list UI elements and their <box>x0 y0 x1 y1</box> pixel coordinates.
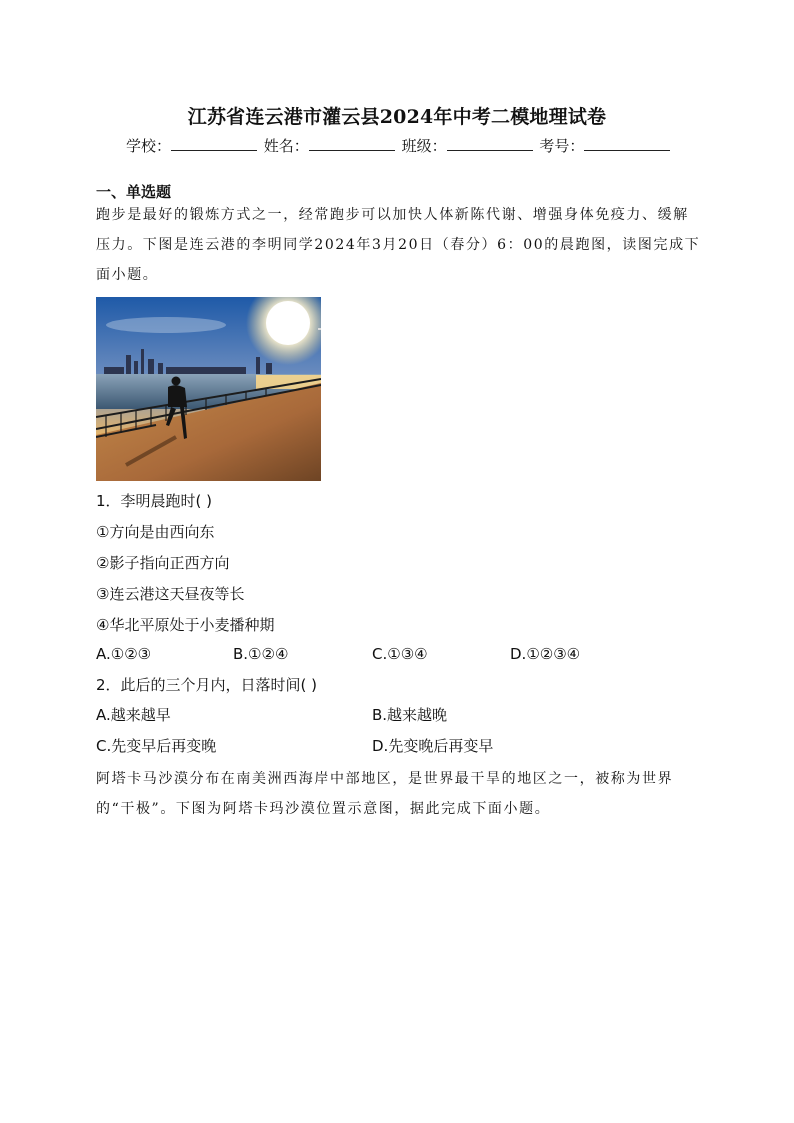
q2-option-c[interactable]: C.先变早后再变晚 <box>96 737 217 755</box>
school-label: 学校： <box>126 137 172 155</box>
morning-run-photo <box>96 297 321 481</box>
q2-option-a[interactable]: A.越来越早 <box>96 706 171 724</box>
intro-paragraph: 跑步是最好的锻炼方式之一，经常跑步可以加快人体新陈代谢、增强身体免疫力、缓解压力。下图是连云港的李明同学2024年3月20日（春分）6：00的晨跑图，读图完成下面小题。 <box>96 207 701 283</box>
morning-run-illustration <box>96 297 321 481</box>
q1-option-d[interactable]: D.①②③④ <box>510 645 581 663</box>
q1-statement-4: ④华北平原处于小麦播种期 <box>96 616 275 634</box>
q2-stem: 2．此后的三个月内，日落时间( ) <box>96 676 318 694</box>
q2-option-d[interactable]: D.先变晚后再变早 <box>372 737 494 755</box>
name-blank[interactable] <box>309 136 395 151</box>
q1-option-c[interactable]: C.①③④ <box>372 645 428 663</box>
section-heading: 一、单选题 <box>96 183 172 201</box>
q1-stem: 1．李明晨跑时( ) <box>96 492 213 510</box>
q1-statement-2: ②影子指向正西方向 <box>96 554 230 572</box>
q1-statement-3: ③连云港这天昼夜等长 <box>96 585 245 603</box>
name-label: 姓名： <box>263 137 309 155</box>
number-blank[interactable] <box>584 136 670 151</box>
exam-title: 江苏省连云港市灌云县2024年中考二模地理试卷 <box>187 106 607 128</box>
number-label: 考号： <box>539 137 585 155</box>
passage-2: 阿塔卡马沙漠分布在南美洲西海岸中部地区，是世界最干旱的地区之一，被称为世界的“干极”。下图为阿塔卡玛沙漠位置示意图，据此完成下面小题。 <box>96 771 674 817</box>
q2-option-b[interactable]: B.越来越晚 <box>372 706 448 724</box>
q1-option-a[interactable]: A.①②③ <box>96 645 152 663</box>
q1-statement-1: ①方向是由西向东 <box>96 523 215 541</box>
class-blank[interactable] <box>447 136 533 151</box>
q1-option-b[interactable]: B.①②④ <box>233 645 289 663</box>
student-info-line <box>126 135 672 156</box>
class-label: 班级： <box>401 137 447 155</box>
school-blank[interactable] <box>171 136 257 151</box>
